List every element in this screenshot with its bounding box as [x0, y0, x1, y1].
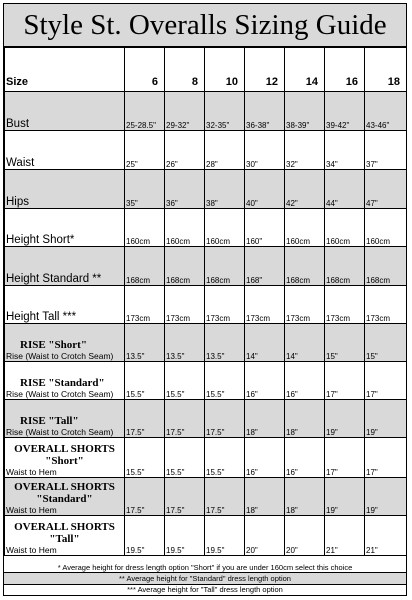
table-row: [5, 324, 407, 362]
measurement-cell: 40": [245, 170, 285, 209]
measurement-cell: 15.5": [165, 438, 205, 478]
measurement-cell: 16": [285, 362, 325, 400]
measurement-cell: 17": [325, 362, 365, 400]
measurement-cell: 32-35": [205, 92, 245, 131]
measurement-cell: 16": [285, 438, 325, 478]
measurement-cell: 160cm: [325, 209, 365, 247]
measurement-cell: 160cm: [285, 209, 325, 247]
measurement-cell: 42": [285, 170, 325, 209]
measurement-cell: 37": [365, 131, 407, 170]
table-row: [5, 362, 407, 400]
table-row: [5, 438, 407, 478]
table-row: [5, 478, 407, 516]
measurement-cell: 173cm: [365, 286, 407, 324]
measurement-cell: 19": [365, 400, 407, 438]
measurement-cell: 28": [205, 131, 245, 170]
measurement-cell: 21": [325, 516, 365, 556]
row-title: OVERALL SHORTS: [14, 521, 115, 533]
measurement-cell: 19.5": [165, 516, 205, 556]
measurement-cell: 19": [365, 478, 407, 516]
measurement-cell: 18": [245, 400, 285, 438]
measurement-cell: 14": [285, 324, 325, 362]
table-row: [5, 247, 407, 286]
measurement-cell: 168cm: [365, 247, 407, 286]
size-header-8: 8: [165, 48, 205, 92]
measurement-cell: 160cm: [365, 209, 407, 247]
row-label-cell: [5, 478, 125, 516]
table-row: [5, 131, 407, 170]
measurement-cell: 36": [165, 170, 205, 209]
measurement-cell: 16": [245, 362, 285, 400]
measurement-cell: 15.5": [125, 362, 165, 400]
measurement-cell: 15": [365, 324, 407, 362]
measurement-cell: 168cm: [125, 247, 165, 286]
row-subtitle: Rise (Waist to Crotch Seam): [6, 389, 114, 399]
measurement-cell: 173cm: [205, 286, 245, 324]
row-label-cell: [5, 324, 125, 362]
measurement-cell: 160cm: [205, 209, 245, 247]
measurement-cell: 34": [325, 131, 365, 170]
measurement-cell: 29-32": [165, 92, 205, 131]
measurement-cell: 35": [125, 170, 165, 209]
measurement-cell: 13.5": [125, 324, 165, 362]
measurement-cell: 18": [285, 400, 325, 438]
row-subtitle: Waist to Hem: [6, 545, 57, 555]
footnote-short: * Average height for dress length option "Short" if you are under 160cm select this choice: [4, 563, 406, 573]
measurement-cell: 16": [245, 438, 285, 478]
row-label-cell: Height Tall ***: [5, 286, 125, 324]
row-subtitle: Waist to Hem: [6, 467, 57, 477]
measurement-cell: 26": [165, 131, 205, 170]
measurement-cell: 168cm: [325, 247, 365, 286]
measurement-cell: 168cm: [205, 247, 245, 286]
size-header-12: 12: [245, 48, 285, 92]
guide-title: Style St. Overalls Sizing Guide: [4, 4, 406, 47]
row-label-cell: [5, 362, 125, 400]
table-row: [5, 286, 407, 324]
measurement-cell: 15.5": [205, 362, 245, 400]
measurement-cell: 17.5": [165, 400, 205, 438]
measurement-cell: 19.5": [205, 516, 245, 556]
measurement-cell: 25": [125, 131, 165, 170]
measurement-cell: 160": [245, 209, 285, 247]
footnote-standard: ** Average height for "Standard" dress length option: [4, 573, 406, 585]
row-subtitle: Waist to Hem: [6, 505, 57, 515]
row-label-cell: Bust: [5, 92, 125, 131]
table-row: [5, 92, 407, 131]
measurement-cell: 173cm: [245, 286, 285, 324]
sizing-table: [4, 47, 407, 556]
row-label-cell: [5, 438, 125, 478]
measurement-cell: 17.5": [125, 478, 165, 516]
size-header-row: [5, 48, 407, 92]
measurement-cell: 14": [245, 324, 285, 362]
measurement-cell: 18": [285, 478, 325, 516]
size-header-6: 6: [125, 48, 165, 92]
measurement-cell: 17.5": [165, 478, 205, 516]
measurement-cell: 21": [365, 516, 407, 556]
measurement-cell: 13.5": [165, 324, 205, 362]
measurement-cell: 15.5": [125, 438, 165, 478]
row-title-variant: "Tall": [49, 533, 80, 545]
measurement-cell: 32": [285, 131, 325, 170]
row-title: RISE "Short": [20, 339, 87, 351]
row-subtitle: Rise (Waist to Crotch Seam): [6, 427, 114, 437]
measurement-cell: 168cm: [285, 247, 325, 286]
measurement-cell: 17": [325, 438, 365, 478]
size-header-14: 14: [285, 48, 325, 92]
measurement-cell: 20": [285, 516, 325, 556]
row-subtitle: Rise (Waist to Crotch Seam): [6, 351, 114, 361]
table-row: [5, 400, 407, 438]
size-header-18: 18: [365, 48, 407, 92]
row-title: RISE "Standard": [20, 377, 105, 389]
table-row: [5, 209, 407, 247]
measurement-cell: 173cm: [285, 286, 325, 324]
measurement-cell: 39-42": [325, 92, 365, 131]
measurement-cell: 13.5": [205, 324, 245, 362]
measurement-cell: 173cm: [125, 286, 165, 324]
measurement-cell: 168": [245, 247, 285, 286]
row-title: OVERALL SHORTS: [14, 443, 115, 455]
measurement-cell: 20": [245, 516, 285, 556]
measurement-cell: 25-28.5": [125, 92, 165, 131]
measurement-cell: 36-38": [245, 92, 285, 131]
table-row: [5, 170, 407, 209]
row-label-cell: Height Short*: [5, 209, 125, 247]
measurement-cell: 17.5": [205, 478, 245, 516]
footnote-tall: *** Average height for "Tall" dress length option: [127, 585, 283, 594]
measurement-cell: 19": [325, 478, 365, 516]
measurement-cell: 44": [325, 170, 365, 209]
measurement-cell: 38": [205, 170, 245, 209]
measurement-cell: 17.5": [205, 400, 245, 438]
measurement-cell: 160cm: [125, 209, 165, 247]
measurement-cell: 43-46": [365, 92, 407, 131]
measurement-cell: 173cm: [165, 286, 205, 324]
row-title: RISE "Tall": [20, 415, 79, 427]
size-header-10: 10: [205, 48, 245, 92]
measurement-cell: 17": [365, 362, 407, 400]
size-header-label: Size: [5, 48, 125, 92]
row-label-cell: [5, 516, 125, 556]
measurement-cell: 160cm: [165, 209, 205, 247]
row-title: OVERALL SHORTS: [14, 481, 115, 493]
measurement-cell: 15.5": [165, 362, 205, 400]
measurement-cell: 19": [325, 400, 365, 438]
measurement-cell: 168cm: [165, 247, 205, 286]
row-label-cell: Waist: [5, 131, 125, 170]
measurement-cell: 173cm: [325, 286, 365, 324]
table-row: [5, 516, 407, 556]
row-title-variant: "Standard": [36, 493, 93, 505]
size-header-16: 16: [325, 48, 365, 92]
row-label-cell: [5, 400, 125, 438]
row-label-cell: Hips: [5, 170, 125, 209]
measurement-cell: 38-39": [285, 92, 325, 131]
measurement-cell: 47": [365, 170, 407, 209]
measurement-cell: 30": [245, 131, 285, 170]
row-title-variant: "Short": [45, 455, 84, 467]
measurement-cell: 17.5": [125, 400, 165, 438]
measurement-cell: 15.5": [205, 438, 245, 478]
row-label-cell: Height Standard **: [5, 247, 125, 286]
measurement-cell: 17": [365, 438, 407, 478]
measurement-cell: 18": [245, 478, 285, 516]
measurement-cell: 15": [325, 324, 365, 362]
measurement-cell: 19.5": [125, 516, 165, 556]
